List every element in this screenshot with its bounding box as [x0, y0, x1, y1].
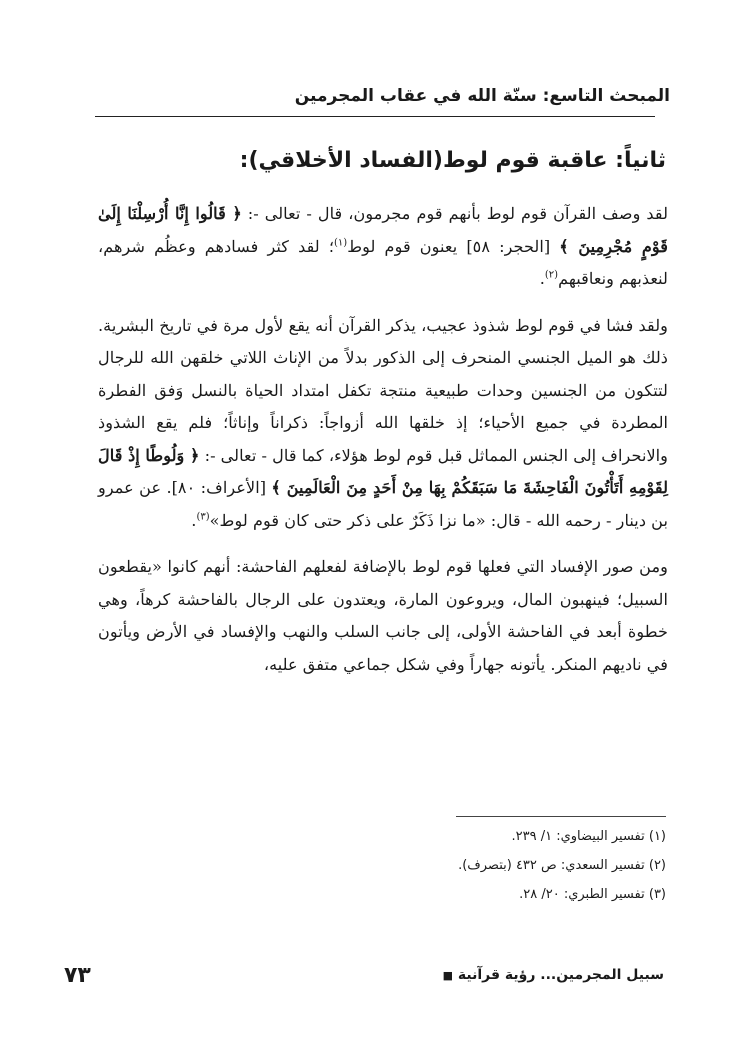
quran-verse-2: ﴿ وَلُوطًا إِذْ قَالَ لِقَوْمِهِ أَتَأْتُونَ الْفَاحِشَةَ مَا سَبَقَكُمْ بِهَا مِنْ أَحَدٍ مِنَ الْعَالَمِينَ ﴾: [98, 445, 669, 497]
paragraph-3: ومن صور الإفساد التي فعلها قوم لوط بالإضافة لفعلهم الفاحشة: أنهم كانوا «يقطعون السبيل؛ فينهبون المال، ويروعون المارة، ويعتدون على الرجال بالفاحشة كرهاً، وهي خطوة أبعد في الفاحشة الأولى، إلى جانب السلب والنهب والإفساد في الأرض ويأتون في ناديهم المنكر. يأتونه جهاراً وفي شكل جماعي متفق عليه،: [98, 557, 668, 674]
footnote-ref-3[interactable]: (٣): [196, 511, 210, 523]
footnote-1: (١) تفسير البيضاوي: ١/ ٢٣٩.: [511, 829, 666, 844]
footnote-3: (٣) تفسير الطبري: ٢٠/ ٢٨.: [519, 887, 666, 902]
page-number: ٧٣: [64, 962, 91, 988]
para1-text-c: ؛ لقد كثر فسادهم وعظُم شرهم، لنعذبهم ونعاقبهم: [98, 236, 668, 288]
paragraph-1: [98, 198, 668, 296]
footnote-divider: [456, 816, 666, 817]
quran-verse-1: ﴿ قَالُوا إِنَّا أُرْسِلْنَا إِلَىٰ قَوْمٍ مُجْرِمِينَ ﴾: [98, 204, 669, 256]
running-head: المبحث التاسع: سنّة الله في عقاب المجرمين: [294, 86, 670, 106]
footer-book-title: سبيل المجرمين... رؤية قرآنية: [457, 967, 664, 983]
para1-text-a: لقد وصف القرآن قوم لوط بأنهم قوم مجرمون، قال - تعالى -:: [241, 204, 669, 223]
section-title: ثانياً: عاقبة قوم لوط(الفساد الأخلاقي):: [239, 148, 666, 173]
paragraph-2: [98, 310, 668, 538]
footnotes: [106, 822, 666, 909]
footnote-ref-2[interactable]: (٢): [544, 269, 559, 281]
para1-text-b: [الحجر: ٥٨] يعنون قوم لوط: [347, 236, 560, 256]
square-bullet-icon: ■: [442, 969, 453, 982]
para1-text-d: .: [539, 269, 545, 288]
footer-book-title-group: [437, 967, 664, 983]
body-text: [98, 198, 668, 695]
page-footer: [64, 958, 664, 992]
para2-text-a: ولقد فشا في قوم لوط شذوذ عجيب، يذكر القرآن أنه يقع لأول مرة في تاريخ البشرية. ذلك هو الميل الجنسي المنحرف إلى الذكور بدلاً من الإناث اللاتي خلقهن الله للرجال لتتكون من الجنسين وحدات طبيعية منتجة تكفل امتداد الحياة بالنسل وَفق الفطرة المطردة في جميع الأحياء؛ إذ خلقها الله أزواجاً: ذكراناً وإناثاً؛ فلم يقع الشذوذ والانحراف إلى الجنس المماثل قبل قوم لوط هؤلاء، كما قال - تعالى -:: [98, 315, 668, 465]
header-divider: [95, 116, 655, 117]
para2-text-c: .: [191, 510, 197, 530]
para2-text-b: [الأعراف: ٨٠]. عن عمرو بن دينار - رحمه الله - قال: «ما نزا ذَكَرٌ على ذكر حتى كان قوم لوط»: [98, 478, 668, 530]
footnote-ref-1[interactable]: (١): [334, 237, 348, 249]
footnote-2: (٢) تفسير السعدي: ص ٤٣٢ (بتصرف).: [458, 858, 666, 873]
